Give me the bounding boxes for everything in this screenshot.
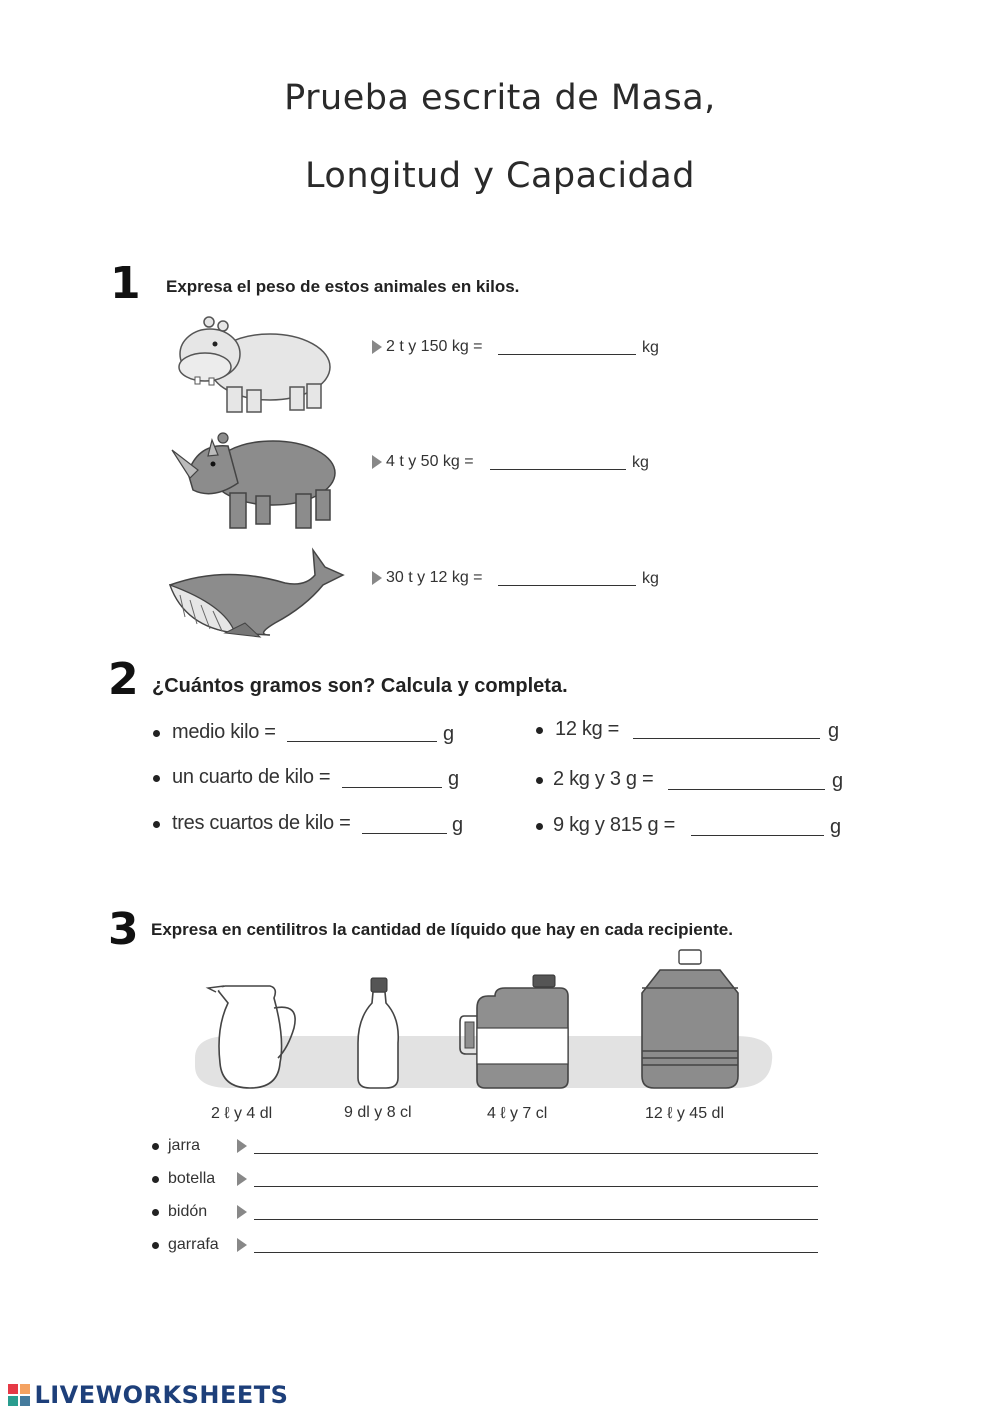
tres-cuartos-kilo-expression: tres cuartos de kilo =	[172, 812, 351, 834]
tres-cuartos-kilo-answer-input[interactable]	[362, 811, 447, 834]
rhino-unit: kg	[632, 454, 649, 471]
containers-illustration	[190, 948, 775, 1098]
arrow-marker-icon	[372, 571, 382, 585]
whale-answer-input[interactable]	[498, 563, 636, 586]
medio-kilo-answer-input[interactable]	[287, 719, 437, 742]
bullet-icon	[153, 775, 160, 782]
cuarto-kilo-expression: un cuarto de kilo =	[172, 766, 331, 788]
tres-cuartos-kilo-unit: g	[452, 814, 463, 836]
liveworksheets-logo-text: LIVEWORKSHEETS	[34, 1381, 289, 1409]
bullet-icon	[152, 1143, 159, 1150]
garrafa-label: garrafa	[168, 1236, 219, 1253]
hippo-unit: kg	[642, 339, 659, 356]
jarra-label: jarra	[168, 1137, 201, 1154]
bullet-icon	[152, 1176, 159, 1183]
section-3-number: 3	[108, 904, 139, 955]
hippo-weight-expression: 2 t y 150 kg =	[386, 338, 483, 355]
dos-kg-tres-g-unit: g	[832, 770, 843, 792]
whale-unit: kg	[642, 570, 659, 587]
arrow-marker-icon	[237, 1205, 247, 1219]
hippo-answer-input[interactable]	[498, 332, 636, 355]
liveworksheets-logo-icon	[8, 1384, 30, 1406]
section-1-number: 1	[110, 258, 141, 309]
arrow-marker-icon	[237, 1238, 247, 1252]
bullet-icon	[153, 821, 160, 828]
rhino-illustration	[168, 428, 343, 533]
bidon-answer-input[interactable]	[254, 1197, 818, 1220]
nueve-kg-unit: g	[830, 816, 841, 838]
nueve-kg-answer-input[interactable]	[691, 813, 824, 836]
rhino-answer-input[interactable]	[490, 447, 626, 470]
garrafa-capacity: 12 ℓ y 45 dl	[645, 1105, 724, 1122]
bullet-icon	[152, 1209, 159, 1216]
arrow-marker-icon	[372, 340, 382, 354]
worksheet-title-line-1: Prueba escrita de Masa,	[284, 78, 716, 118]
whale-illustration	[165, 545, 345, 637]
bidon-capacity: 4 ℓ y 7 cl	[487, 1105, 548, 1122]
section-2-instruction: ¿Cuántos gramos son? Calcula y completa.	[152, 675, 568, 697]
cuarto-kilo-answer-input[interactable]	[342, 765, 442, 788]
doce-kg-unit: g	[828, 720, 839, 742]
doce-kg-expression: 12 kg =	[555, 718, 620, 740]
botella-capacity: 9 dl y 8 cl	[344, 1104, 412, 1121]
arrow-marker-icon	[372, 455, 382, 469]
cuarto-kilo-unit: g	[448, 768, 459, 790]
bullet-icon	[152, 1242, 159, 1249]
whale-weight-expression: 30 t y 12 kg =	[386, 569, 483, 586]
arrow-marker-icon	[237, 1172, 247, 1186]
nueve-kg-expression: 9 kg y 815 g =	[553, 814, 676, 836]
bullet-icon	[153, 730, 160, 737]
botella-answer-input[interactable]	[254, 1164, 818, 1187]
bullet-icon	[536, 823, 543, 830]
section-1-instruction: Expresa el peso de estos animales en kilos.	[166, 277, 520, 296]
bullet-icon	[536, 777, 543, 784]
liveworksheets-logo	[8, 1381, 288, 1409]
section-3-instruction: Expresa en centilitros la cantidad de líquido que hay en cada recipiente.	[151, 920, 733, 939]
dos-kg-tres-g-answer-input[interactable]	[668, 767, 825, 790]
garrafa-answer-input[interactable]	[254, 1230, 818, 1253]
jarra-capacity: 2 ℓ y 4 dl	[211, 1105, 273, 1122]
bullet-icon	[536, 727, 543, 734]
rhino-weight-expression: 4 t y 50 kg =	[386, 453, 474, 470]
bidon-label: bidón	[168, 1203, 208, 1220]
medio-kilo-unit: g	[443, 723, 454, 745]
hippo-illustration	[175, 312, 335, 417]
arrow-marker-icon	[237, 1139, 247, 1153]
worksheet-title-line-2: Longitud y Capacidad	[305, 156, 695, 196]
dos-kg-tres-g-expression: 2 kg y 3 g =	[553, 768, 654, 790]
section-2-number: 2	[108, 654, 139, 705]
botella-label: botella	[168, 1170, 216, 1187]
medio-kilo-expression: medio kilo =	[172, 721, 276, 743]
doce-kg-answer-input[interactable]	[633, 716, 820, 739]
jarra-answer-input[interactable]	[254, 1131, 818, 1154]
